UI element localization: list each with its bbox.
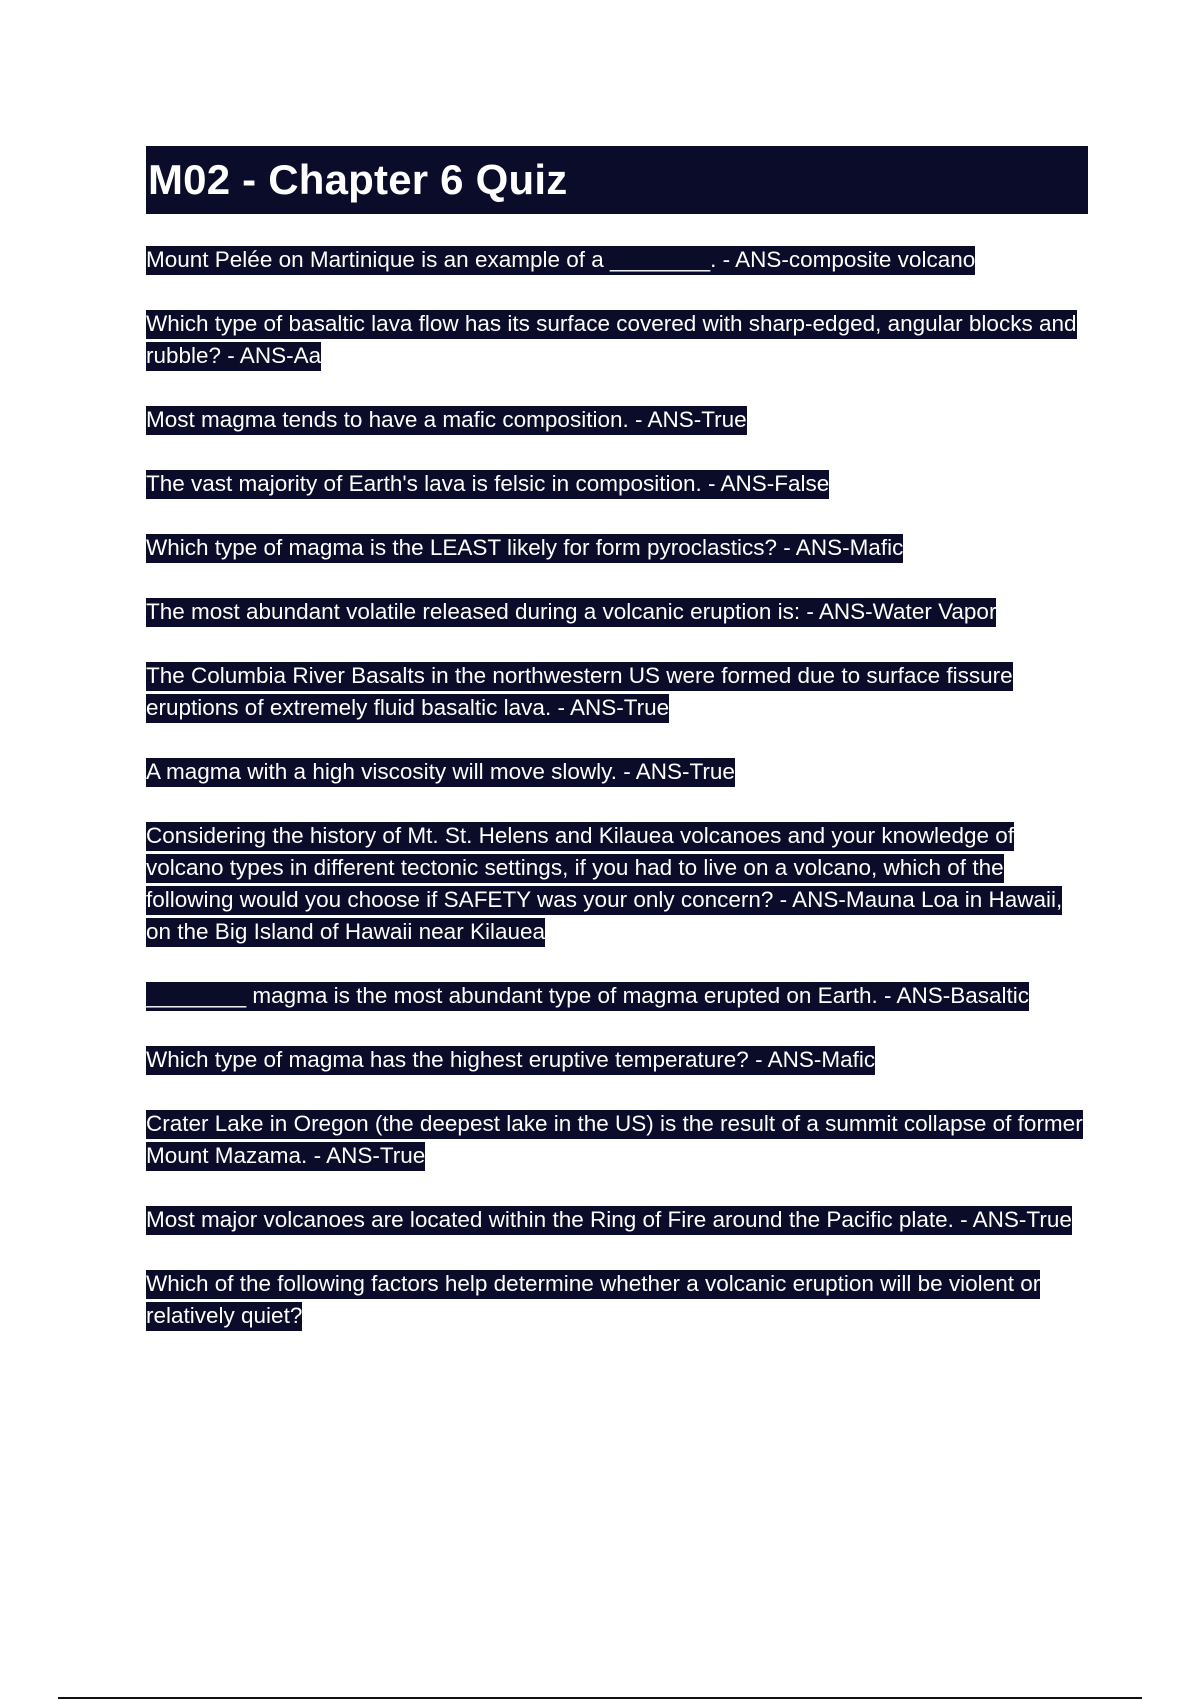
qa-item [146,820,1088,948]
document-title: M02 - Chapter 6 Quiz [148,156,568,203]
qa-item [146,660,1088,724]
qa-text: Which of the following factors help determine whether a volcanic eruption will be violent or relatively quiet? [146,1270,1040,1331]
qa-item [146,980,1088,1012]
qa-text: The Columbia River Basalts in the northwestern US were formed due to surface fissure eruptions of extremely fluid basaltic lava. - ANS-True [146,662,1013,723]
qa-item [146,1108,1088,1172]
qa-item [146,1044,1088,1076]
qa-text: ________ magma is the most abundant type of magma erupted on Earth. - ANS-Basaltic [146,982,1029,1011]
qa-item [146,596,1088,628]
qa-text: Most magma tends to have a mafic composition. - ANS-True [146,406,747,435]
qa-item [146,532,1088,564]
qa-item [146,404,1088,436]
qa-item [146,244,1088,276]
qa-text: Mount Pelée on Martinique is an example of a ________. - ANS-composite volcano [146,246,975,275]
qa-item [146,308,1088,372]
qa-text: The most abundant volatile released during a volcanic eruption is: - ANS-Water Vapor [146,598,996,627]
qa-item [146,1268,1088,1332]
qa-text: Which type of basaltic lava flow has its surface covered with sharp-edged, angular blocks and rubble? - ANS-Aa [146,310,1077,371]
qa-text: A magma with a high viscosity will move slowly. - ANS-True [146,758,735,787]
qa-text: Which type of magma has the highest eruptive temperature? - ANS-Mafic [146,1046,875,1075]
qa-text: Considering the history of Mt. St. Helens and Kilauea volcanoes and your knowledge of volcano types in different tectonic settings, if you had to live on a volcano, which of the following would you choose if SAFETY was your only concern? - ANS-Mauna Loa in Hawaii, on the Big Island of Hawaii near Kilauea [146,822,1062,947]
footer-divider [58,1697,1142,1699]
qa-item [146,468,1088,500]
qa-item [146,1204,1088,1236]
qa-item [146,756,1088,788]
qa-text: Which type of magma is the LEAST likely for form pyroclastics? - ANS-Mafic [146,534,903,563]
qa-list [146,244,1088,1332]
document-page [146,146,1088,1364]
title-banner [146,146,1088,214]
qa-text: The vast majority of Earth's lava is felsic in composition. - ANS-False [146,470,829,499]
qa-text: Most major volcanoes are located within the Ring of Fire around the Pacific plate. - ANS-True [146,1206,1072,1235]
qa-text: Crater Lake in Oregon (the deepest lake in the US) is the result of a summit collapse of former Mount Mazama. - ANS-True [146,1110,1083,1171]
